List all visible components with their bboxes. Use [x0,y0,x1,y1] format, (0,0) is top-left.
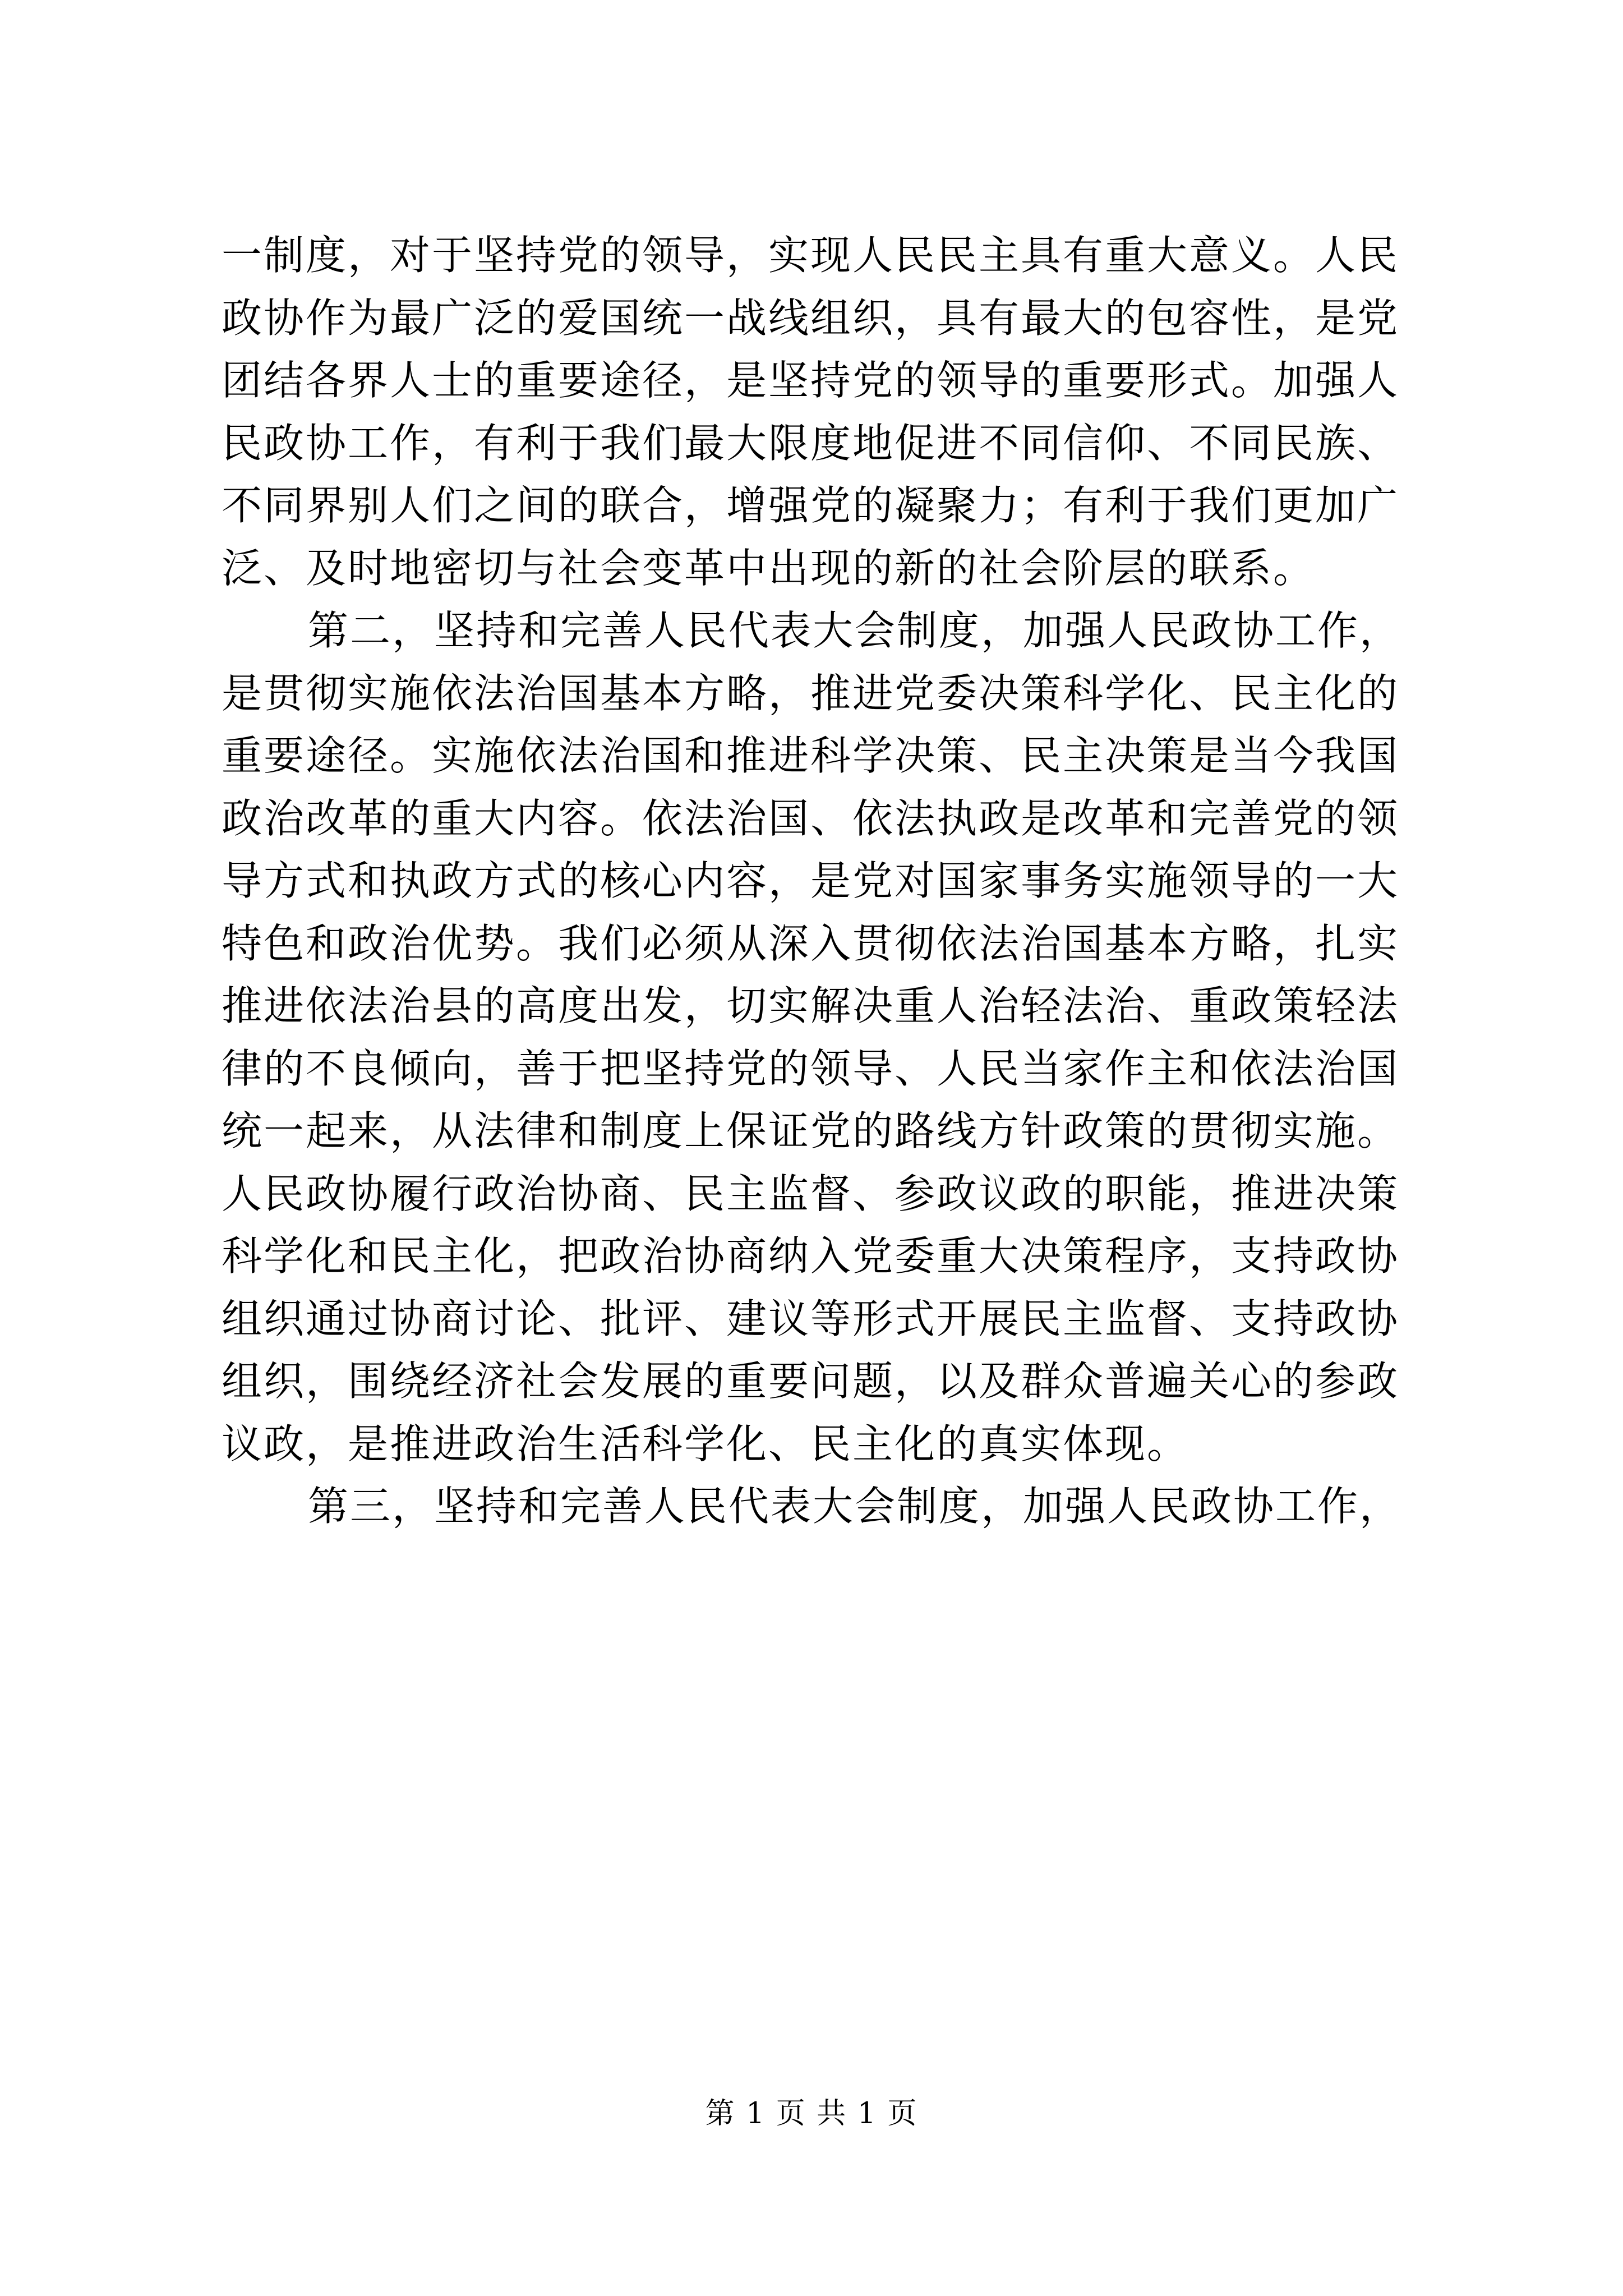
text-line: 政协作为最广泛的爱国统一战线组织，具有最大的包容性，是党 [222,294,1400,342]
text-line: 重要途径。实施依法治国和推进科学决策、民主决策是当今我国 [222,732,1400,779]
paragraph-start-line: 第二，坚持和完善人民代表大会制度，加强人民政协工作， [308,607,1402,654]
text-line: 是贯彻实施依法治国基本方略，推进党委决策科学化、民主化的 [222,669,1400,717]
text-line: 人民政协履行政治协商、民主监督、参政议政的职能，推进决策 [222,1170,1400,1217]
text-line: 律的不良倾向，善于把坚持党的领导、人民当家作主和依法治国 [222,1045,1400,1092]
text-line: 政治改革的重大内容。依法治国、依法执政是改革和完善党的领 [222,794,1400,842]
text-line: 一制度，对于坚持党的领导，实现人民民主具有重大意义。人民 [222,232,1400,279]
text-line: 组织通过协商讨论、批评、建议等形式开展民主监督、支持政协 [222,1295,1400,1342]
text-line: 组织，围绕经济社会发展的重要问题，以及群众普遍关心的参政 [222,1358,1400,1405]
page-number-label: 第 1 页 共 1 页 [705,2097,918,2131]
text-line: 导方式和执政方式的核心内容，是党对国家事务实施领导的一大 [222,857,1400,904]
text-line: 不同界别人们之间的联合，增强党的凝聚力；有利于我们更加广 [222,482,1400,529]
text-line: 统一起来，从法律和制度上保证党的路线方针政策的贯彻实施。 [222,1107,1400,1154]
text-line: 科学化和民主化，把政治协商纳入党委重大决策程序，支持政协 [222,1232,1400,1280]
text-line: 泛、及时地密切与社会变革中出现的新的社会阶层的联系。 [222,544,1316,592]
body-text [222,224,1444,1538]
text-line: 推进依法治县的高度出发，切实解决重人治轻法治、重政策轻法 [222,982,1400,1029]
text-line: 议政，是推进政治生活科学化、民主化的真实体现。 [222,1420,1189,1467]
text-line: 民政协工作，有利于我们最大限度地促进不同信仰、不同民族、 [222,419,1400,467]
text-line: 团结各界人士的重要途径，是坚持党的领导的重要形式。加强人 [222,357,1400,404]
paragraph-start-line: 第三，坚持和完善人民代表大会制度，加强人民政协工作， [308,1483,1402,1530]
text-line: 特色和政治优势。我们必须从深入贯彻依法治国基本方略，扎实 [222,919,1400,967]
page-footer [0,2094,1623,2133]
